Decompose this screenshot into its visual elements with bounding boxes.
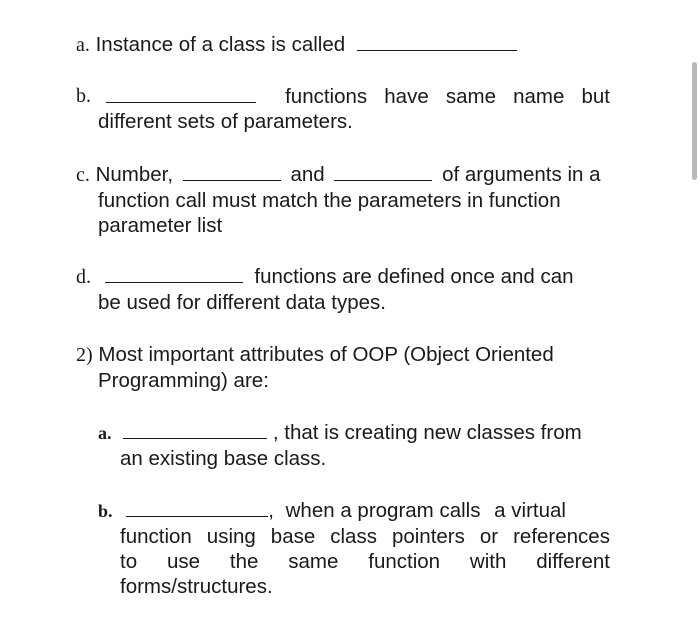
item-text-word: name [513, 85, 565, 108]
item-text: and [290, 163, 325, 186]
question-2 [76, 342, 554, 393]
item-text-word: function [120, 525, 192, 548]
item-text: functions are defined once and can [254, 265, 574, 288]
item-marker: c. [76, 164, 90, 186]
item-text: parameter list [98, 214, 223, 237]
answer-blank [357, 32, 517, 51]
item-text: of arguments in a [442, 163, 601, 186]
answer-blank [126, 498, 268, 517]
item-marker: d. [76, 266, 91, 288]
item-text-word: use [166, 550, 201, 573]
item-text-word: references [513, 525, 610, 548]
q2-item-a [98, 420, 582, 471]
question-marker: 2) [76, 344, 93, 366]
q1-item-d [76, 264, 574, 315]
item-marker: b. [76, 85, 91, 107]
item-text-word: different [536, 550, 610, 573]
q1-item-a [76, 32, 517, 58]
item-text: an existing base class. [120, 447, 327, 470]
answer-blank [105, 264, 243, 283]
item-text-word: base [270, 525, 316, 548]
answer-blank [106, 84, 256, 103]
item-text: different sets of parameters. [98, 110, 353, 133]
item-marker: a. [76, 34, 90, 56]
answer-blank [183, 162, 281, 181]
item-text: function call must match the parameters in function [98, 189, 561, 212]
item-text-word: same [288, 550, 339, 573]
item-text-word: functions [285, 85, 368, 108]
item-text: be used for different data types. [98, 291, 386, 314]
item-text: when a program calls [285, 499, 481, 522]
q2-item-b: b. , when a program calls a virtual function using base class pointers or references to use the same function with different forms/structures. [98, 499, 610, 598]
item-text-word: pointers [391, 525, 465, 548]
item-text-word: or [479, 525, 499, 548]
item-text: , that is creating new classes from [272, 421, 582, 444]
item-marker: a. [98, 423, 112, 443]
item-text: a virtual [494, 499, 566, 522]
question-text: Most important attributes of OOP (Object Oriented [98, 343, 554, 366]
item-text-word: using [206, 525, 256, 548]
item-text-word: with [469, 550, 507, 573]
item-text-word: but [581, 85, 610, 108]
item-marker: b. [98, 501, 113, 521]
question-text: Programming) are: [98, 369, 269, 392]
item-text-word: function [368, 550, 441, 573]
item-text-word: same [445, 85, 496, 108]
item-text-word: to [120, 550, 138, 573]
q1-item-c [76, 162, 601, 238]
answer-blank [334, 162, 432, 181]
item-text-word: class [330, 525, 377, 548]
item-text-word: the [229, 550, 259, 573]
q1-item-b [76, 84, 610, 134]
item-text: forms/structures. [120, 575, 273, 598]
item-text: Instance of a class is called [95, 33, 346, 56]
answer-blank [123, 420, 267, 439]
scrollbar-thumb[interactable] [692, 62, 697, 180]
item-text-word: have [384, 85, 429, 108]
item-text: Number, [95, 163, 174, 186]
